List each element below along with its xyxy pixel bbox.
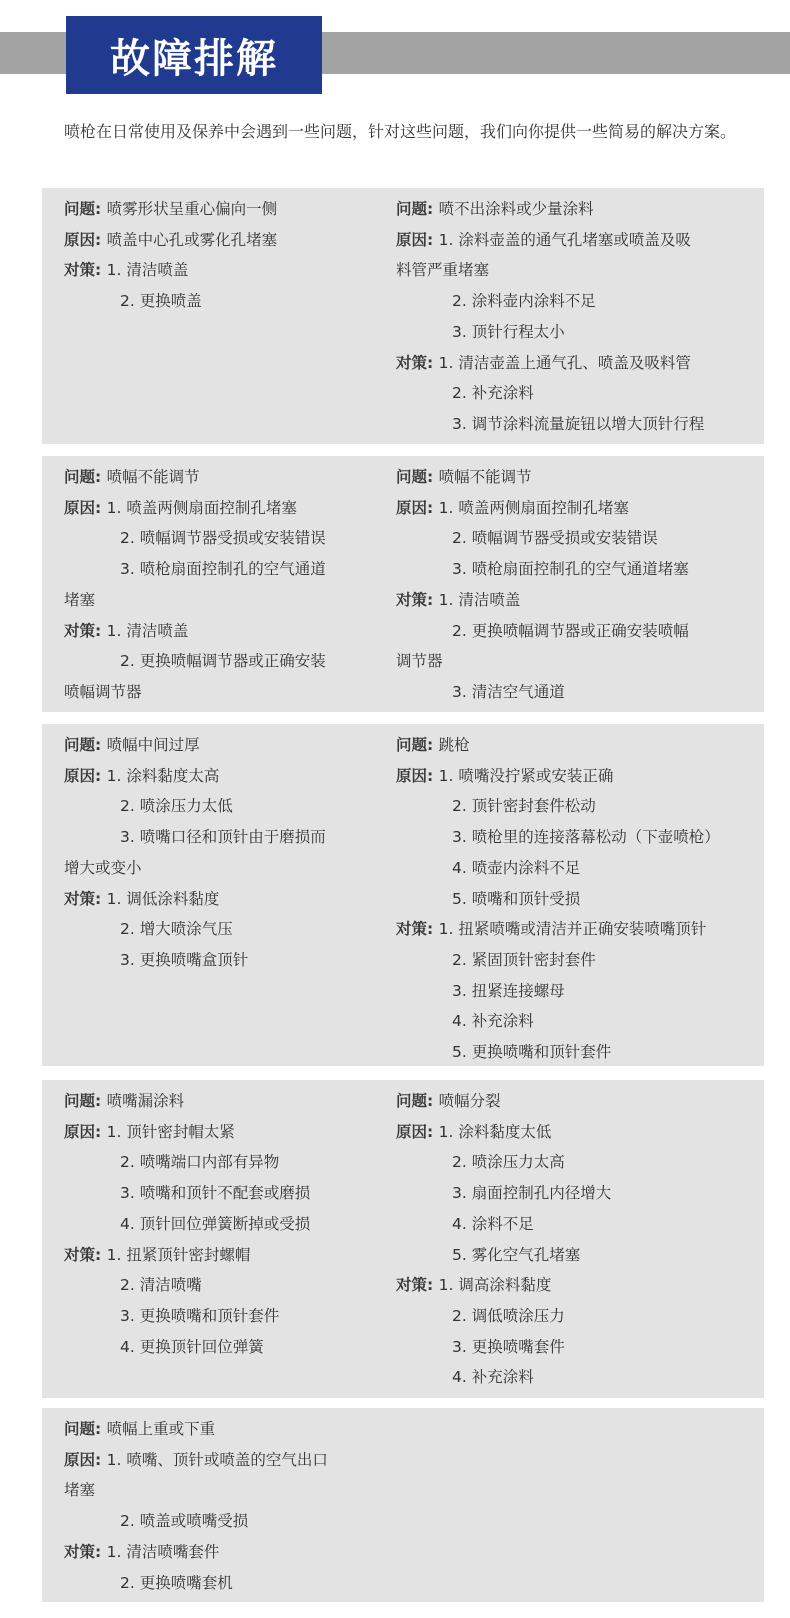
entry-label: 问题:	[396, 468, 439, 486]
entry-label: 问题:	[396, 736, 439, 754]
entry-subitem: 2. 喷涂压力太低	[120, 797, 233, 816]
entry-label: 原因:	[396, 498, 439, 517]
entry-subitem: 2. 更换喷幅调节器或正确安装喷幅	[452, 621, 689, 640]
entry-subitem: 2. 调低喷涂压力	[452, 1306, 565, 1325]
entry-label: 原因:	[64, 1450, 107, 1469]
entry-subitem: 2. 补充涂料	[452, 384, 534, 403]
entry-label: 原因:	[64, 230, 107, 249]
entry-line	[396, 194, 746, 225]
entry-label: 问题:	[396, 1092, 439, 1110]
entry-label: 对策:	[64, 1245, 107, 1264]
entry-text: 1. 喷盖两侧扇面控制孔堵塞	[106, 498, 297, 517]
entry-subitem: 2. 紧固顶针密封套件	[452, 950, 596, 969]
entry-subitem: 3. 更换喷嘴和顶针套件	[120, 1306, 280, 1325]
entry-line	[396, 761, 746, 792]
entry-label: 原因:	[396, 1122, 439, 1141]
entry-subitem: 2. 更换喷幅调节器或正确安装	[120, 652, 326, 671]
entry-subitem: 2. 喷涂压力太高	[452, 1153, 565, 1172]
entry-label: 问题:	[64, 736, 107, 754]
entry-text: 1. 喷嘴没拧紧或安装正确	[438, 766, 614, 785]
entry-subitem: 4. 补充涂料	[452, 1368, 534, 1387]
entry-subitem: 3. 喷嘴口径和顶针由于磨损而	[120, 828, 326, 847]
right-column	[396, 194, 746, 440]
entry-line	[396, 348, 746, 379]
entry-text: 喷不出涂料或少量涂料	[438, 200, 594, 218]
entry-subitem: 3. 喷枪里的连接落幕松动（下壶喷枪）	[452, 828, 720, 847]
intro-text: 喷枪在日常使用及保养中会遇到一些问题，针对这些问题，我们向你提供一些简易的解决方案。	[64, 122, 737, 141]
entry-label: 对策:	[396, 353, 439, 372]
entry-line	[396, 585, 746, 616]
entry-text: 1. 清洁壶盖上通气孔、喷盖及吸料管	[438, 353, 691, 372]
entry-label: 原因:	[396, 230, 439, 249]
entry-line	[64, 462, 354, 493]
entry-text: 1. 清洁喷嘴套件	[106, 1542, 220, 1561]
entry-text: 喷幅不能调节	[438, 468, 532, 486]
entry-line	[64, 225, 354, 256]
entry-line	[64, 1445, 354, 1476]
entry-text: 1. 清洁喷盖	[106, 261, 189, 280]
entry-line	[396, 462, 746, 493]
entry-text: 1. 喷嘴、顶针或喷盖的空气出口	[106, 1450, 328, 1469]
entry-line	[64, 1117, 354, 1148]
entry-text: 1. 扭紧顶针密封螺帽	[106, 1245, 251, 1264]
entry-continuation: 堵塞	[64, 1481, 96, 1500]
entry-line	[396, 1117, 746, 1148]
entry-subitem: 4. 涂料不足	[452, 1214, 534, 1233]
entry-label: 对策:	[396, 1276, 439, 1295]
trouble-section-5	[42, 1408, 764, 1602]
entry-line	[396, 730, 746, 761]
entry-text: 1. 涂料黏度太高	[106, 766, 220, 785]
page-title: 故障排解	[66, 16, 322, 94]
entry-subitem: 3. 喷枪扇面控制孔的空气通道	[120, 560, 326, 579]
left-column	[64, 462, 354, 708]
entry-text: 1. 顶针密封帽太紧	[106, 1122, 235, 1141]
entry-subitem: 3. 扇面控制孔内径增大	[452, 1184, 612, 1203]
entry-text: 1. 扭紧喷嘴或清洁并正确安装喷嘴顶针	[438, 920, 707, 939]
entry-subitem: 2. 增大喷涂气压	[120, 920, 233, 939]
entry-subitem: 2. 清洁喷嘴	[120, 1276, 202, 1295]
entry-line	[396, 914, 746, 945]
right-column	[396, 730, 746, 1068]
entry-subitem: 2. 更换喷嘴套机	[120, 1573, 233, 1592]
trouble-section-2	[42, 456, 764, 712]
left-column	[64, 194, 354, 317]
entry-continuation: 喷幅调节器	[64, 682, 142, 701]
entry-text: 1. 清洁喷盖	[438, 590, 521, 609]
entry-label: 原因:	[64, 498, 107, 517]
entry-label: 对策:	[64, 889, 107, 908]
left-column	[64, 1414, 354, 1598]
entry-subitem: 3. 喷嘴和顶针不配套或磨损	[120, 1184, 311, 1203]
entry-subitem: 2. 喷幅调节器受损或安装错误	[452, 529, 658, 548]
entry-subitem: 2. 顶针密封套件松动	[452, 797, 596, 816]
entry-line	[64, 194, 354, 225]
left-column	[64, 730, 354, 976]
entry-continuation: 堵塞	[64, 590, 96, 609]
entry-text: 1. 涂料壶盖的通气孔堵塞或喷盖及吸	[438, 230, 691, 249]
entry-continuation: 调节器	[396, 652, 443, 671]
entry-line	[64, 761, 354, 792]
trouble-section-1	[42, 188, 764, 444]
entry-continuation: 增大或变小	[64, 858, 142, 877]
entry-label: 对策:	[396, 920, 439, 939]
entry-label: 问题:	[64, 200, 107, 218]
right-column	[396, 462, 746, 708]
entry-text: 喷幅不能调节	[106, 468, 200, 486]
entry-line	[64, 1240, 354, 1271]
entry-subitem: 4. 喷壶内涂料不足	[452, 858, 581, 877]
entry-text: 1. 清洁喷盖	[106, 621, 189, 640]
entry-subitem: 4. 更换顶针回位弹簧	[120, 1337, 264, 1356]
trouble-section-4	[42, 1080, 764, 1398]
entry-text: 1. 调高涂料黏度	[438, 1276, 552, 1295]
entry-line	[396, 1270, 746, 1301]
entry-label: 问题:	[64, 1092, 107, 1110]
entry-line	[396, 1086, 746, 1117]
entry-subitem: 2. 更换喷盖	[120, 292, 202, 311]
entry-line	[64, 493, 354, 524]
entry-subitem: 2. 喷嘴端口内部有异物	[120, 1153, 280, 1172]
entry-subitem: 3. 更换喷嘴套件	[452, 1337, 565, 1356]
entry-subitem: 3. 清洁空气通道	[452, 682, 565, 701]
entry-subitem: 3. 更换喷嘴盒顶针	[120, 950, 249, 969]
entry-label: 对策:	[64, 1542, 107, 1561]
entry-subitem: 2. 喷幅调节器受损或安装错误	[120, 529, 326, 548]
entry-line	[64, 255, 354, 286]
entry-text: 喷盖中心孔或雾化孔堵塞	[106, 230, 278, 249]
left-column	[64, 1086, 354, 1362]
entry-line	[64, 1414, 354, 1445]
entry-line	[64, 1537, 354, 1568]
entry-text: 喷幅分裂	[438, 1092, 501, 1110]
entry-label: 原因:	[396, 766, 439, 785]
entry-subitem: 3. 调节涂料流量旋钮以增大顶针行程	[452, 414, 705, 433]
entry-text: 1. 涂料黏度太低	[438, 1122, 552, 1141]
entry-text: 喷嘴漏涂料	[106, 1092, 185, 1110]
entry-line	[64, 884, 354, 915]
entry-label: 对策:	[64, 621, 107, 640]
entry-text: 1. 喷盖两侧扇面控制孔堵塞	[438, 498, 629, 517]
entry-label: 对策:	[396, 590, 439, 609]
entry-subitem: 2. 喷盖或喷嘴受损	[120, 1512, 249, 1531]
entry-line	[396, 225, 746, 256]
entry-text: 1. 调低涂料黏度	[106, 889, 220, 908]
entry-text: 跳枪	[438, 736, 470, 754]
entry-subitem: 5. 喷嘴和顶针受损	[452, 889, 581, 908]
entry-text: 喷雾形状呈重心偏向一侧	[106, 200, 278, 218]
entry-subitem: 3. 顶针行程太小	[452, 322, 565, 341]
entry-text: 喷幅中间过厚	[106, 736, 200, 754]
entry-line	[396, 493, 746, 524]
entry-subitem: 2. 涂料壶内涂料不足	[452, 292, 596, 311]
entry-label: 对策:	[64, 261, 107, 280]
entry-line	[64, 1086, 354, 1117]
entry-continuation: 料管严重堵塞	[396, 261, 490, 280]
entry-line	[64, 730, 354, 761]
entry-text: 喷幅上重或下重	[106, 1420, 216, 1438]
trouble-section-3	[42, 724, 764, 1066]
entry-label: 原因:	[64, 766, 107, 785]
entry-subitem: 3. 扭紧连接螺母	[452, 981, 565, 1000]
entry-label: 问题:	[64, 1420, 107, 1438]
entry-label: 问题:	[396, 200, 439, 218]
entry-label: 原因:	[64, 1122, 107, 1141]
entry-subitem: 5. 更换喷嘴和顶针套件	[452, 1043, 612, 1062]
entry-subitem: 3. 喷枪扇面控制孔的空气通道堵塞	[452, 560, 689, 579]
entry-line	[64, 616, 354, 647]
right-column	[396, 1086, 746, 1393]
entry-subitem: 4. 顶针回位弹簧断掉或受损	[120, 1214, 311, 1233]
entry-label: 问题:	[64, 468, 107, 486]
entry-subitem: 4. 补充涂料	[452, 1012, 534, 1031]
entry-subitem: 5. 雾化空气孔堵塞	[452, 1245, 581, 1264]
